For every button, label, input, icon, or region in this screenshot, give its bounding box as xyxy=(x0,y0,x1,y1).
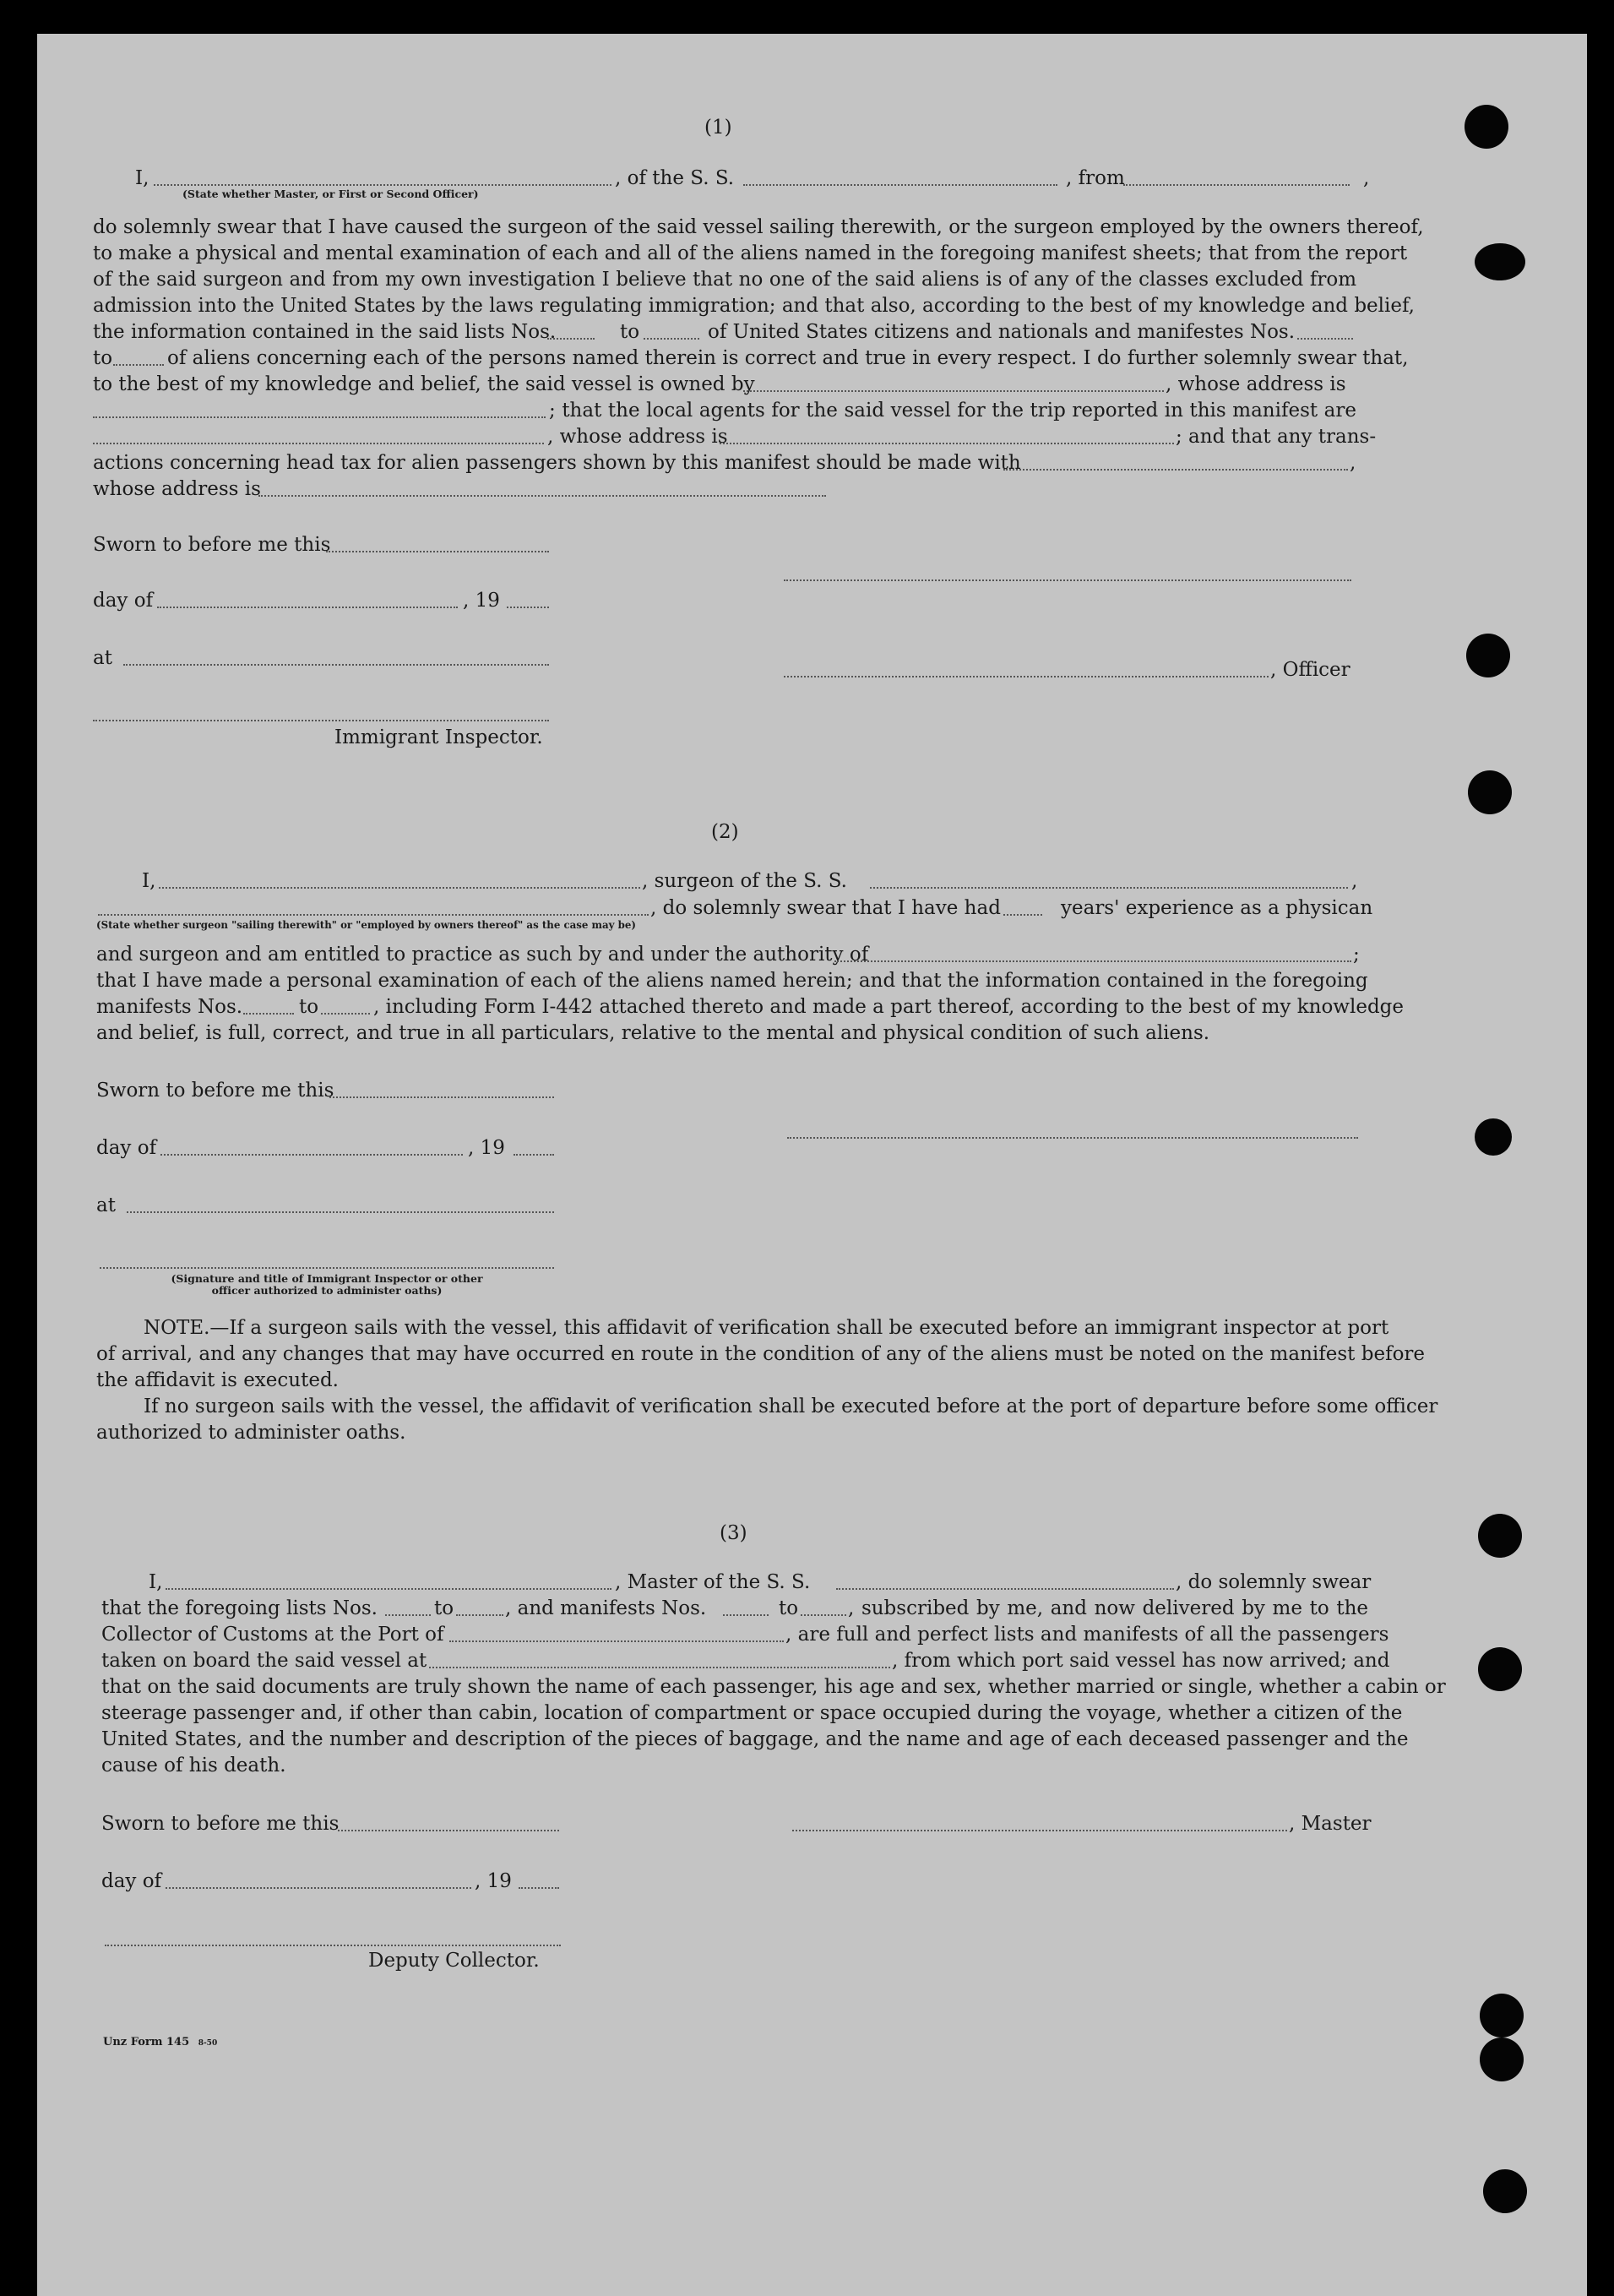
s3-lists-to-label: to xyxy=(434,1597,454,1619)
s1-agents-label: ; that the local agents for the said vessel for the trip reported in this manifest are xyxy=(549,400,1356,422)
s3-lists-from-field[interactable] xyxy=(385,1614,431,1616)
s2-surgeon-status-field[interactable] xyxy=(98,914,649,916)
s2-surgeon-of-label: , surgeon of the S. S. xyxy=(642,870,847,892)
s2-authority-label: and surgeon and am entitled to practice as such by and under the authority of xyxy=(96,944,869,966)
s3-day-label: day of xyxy=(101,1870,162,1892)
s2-surgeon-note: (State whether surgeon "sailing therewith" or "employed by owners thereof" as the case may be) xyxy=(96,919,636,931)
s2-note2-line-2: authorized to administer oaths. xyxy=(96,1422,406,1444)
s1-trans-label: ; and that any trans- xyxy=(1176,426,1377,448)
s1-officer-note: (State whether Master, or First or Second Officer) xyxy=(182,188,479,200)
s1-day-label: day of xyxy=(93,590,154,612)
s1-line-4: to make a physical and mental examination of each and all of the aliens named in the foregoing manifest sheets; that from the report xyxy=(93,242,1408,264)
s3-year-label: , 19 xyxy=(475,1870,512,1892)
s2-line-4: that I have made a personal examination of each of the aliens named herein; and that the information contained in the foregoing xyxy=(96,970,1368,992)
s3-master-sign-field[interactable] xyxy=(792,1830,1287,1831)
s2-at-label: at xyxy=(96,1194,116,1216)
s1-from-field[interactable] xyxy=(1123,184,1350,186)
s1-agents-field[interactable] xyxy=(93,443,544,444)
s3-year-field[interactable] xyxy=(519,1887,559,1889)
s3-subscribed-label: , subscribed by me, and now delivered by me to the xyxy=(848,1597,1368,1619)
s1-manifests-to-field[interactable] xyxy=(113,364,164,366)
s3-collector-field[interactable] xyxy=(105,1945,561,1946)
s2-line-6: and belief, is full, correct, and true in all particulars, relative to the mental and physical condition of such aliens. xyxy=(96,1022,1210,1044)
punch-hole xyxy=(1478,1647,1522,1691)
s2-experience-label: years' experience as a physican xyxy=(1061,897,1373,919)
s1-ship-field[interactable] xyxy=(743,184,1057,186)
s2-year-field[interactable] xyxy=(514,1154,554,1156)
s3-line-7: United States, and the number and description of the pieces of baggage, and the name and age of each deceased passenger and the xyxy=(101,1728,1409,1750)
s3-manifests-to-label: to xyxy=(779,1597,799,1619)
s3-sworn-label: Sworn to before me this xyxy=(101,1813,340,1835)
s1-at-label: at xyxy=(93,647,112,669)
s3-lists-label: that the foregoing lists Nos. xyxy=(101,1597,378,1619)
punch-hole xyxy=(1480,2038,1524,2081)
s1-signature-field[interactable] xyxy=(784,579,1351,581)
s3-sworn-field[interactable] xyxy=(338,1830,559,1831)
section-2-number: (2) xyxy=(711,821,739,843)
s2-manifests-to-label: to xyxy=(299,996,319,1018)
s1-day-field[interactable] xyxy=(157,607,458,608)
s1-officer-label: , Officer xyxy=(1270,659,1350,681)
s1-head-tax-comma: , xyxy=(1350,452,1356,474)
s2-sig-note-2: officer authorized to administer oaths) xyxy=(211,1284,443,1297)
s3-perfect-label: , are full and perfect lists and manifests of all the passengers xyxy=(785,1624,1389,1646)
s1-line-5: of the said surgeon and from my own investigation I believe that no one of the said aliens is of any of the classes excluded from xyxy=(93,269,1356,291)
s1-head-tax-field[interactable] xyxy=(1003,469,1348,471)
s1-line-1-label-from: , from xyxy=(1066,167,1125,189)
s3-line-5: that on the said documents are truly shown the name of each passenger, his age and sex, whether married or single, whether a cabin or xyxy=(101,1676,1446,1698)
s2-day-field[interactable] xyxy=(160,1154,463,1156)
s1-manifests-label: of United States citizens and nationals and manifestes Nos. xyxy=(708,321,1296,343)
punch-hole xyxy=(1466,634,1510,677)
punch-hole xyxy=(1465,105,1508,149)
s1-year-field[interactable] xyxy=(507,607,549,608)
s1-line-1-comma: , xyxy=(1363,167,1370,189)
form-number xyxy=(103,2036,217,2048)
section-1-number: (1) xyxy=(704,117,732,139)
s2-manifests-label: manifests Nos. xyxy=(96,996,243,1018)
s2-year-label: , 19 xyxy=(468,1137,505,1159)
s2-day-label: day of xyxy=(96,1137,157,1159)
s1-owner-field[interactable] xyxy=(743,390,1164,392)
s2-note2-line-1: If no surgeon sails with the vessel, the affidavit of verification shall be executed before at the port of departure before some officer xyxy=(144,1396,1438,1417)
s3-master-name-field[interactable] xyxy=(166,1588,611,1590)
punch-hole xyxy=(1468,770,1512,814)
s3-line-8: cause of his death. xyxy=(101,1755,286,1776)
s1-officer-sign-field[interactable] xyxy=(784,676,1269,677)
s2-inspector-field[interactable] xyxy=(100,1267,554,1269)
punch-hole xyxy=(1475,1118,1512,1156)
s3-line-6: steerage passenger and, if other than cabin, location of compartment or space occupied during the voyage, whether a citizen of the xyxy=(101,1702,1403,1724)
s3-day-field[interactable] xyxy=(166,1887,471,1889)
s1-agents-address-label: , whose address is xyxy=(547,426,728,448)
s2-authority-semicolon: ; xyxy=(1353,944,1360,966)
s2-line-1-label-i: I, xyxy=(142,870,156,892)
s3-master-of-label: , Master of the S. S. xyxy=(615,1571,811,1593)
s3-lists-to-field[interactable] xyxy=(456,1614,503,1616)
punch-hole xyxy=(1483,2169,1527,2213)
s3-swear-label: , do solemnly swear xyxy=(1176,1571,1372,1593)
s3-arrived-label: , from which port said vessel has now arrived; and xyxy=(892,1650,1390,1672)
s1-lists-to-field[interactable] xyxy=(644,338,699,340)
s3-taken-label: taken on board the said vessel at xyxy=(101,1650,427,1672)
s2-sworn-field[interactable] xyxy=(329,1096,554,1098)
s2-manifests-from-field[interactable] xyxy=(243,1013,294,1015)
s2-surgeon-name-field[interactable] xyxy=(159,887,640,889)
s1-owner-label: to the best of my knowledge and belief, the said vessel is owned by xyxy=(93,373,755,395)
s3-port-label: Collector of Customs at the Port of xyxy=(101,1624,444,1646)
s1-line-3: do solemnly swear that I have caused the surgeon of the said vessel sailing therewith, or the surgeon employed by the owners thereof, xyxy=(93,216,1424,238)
form-code-text: 8-50 xyxy=(198,2039,218,2048)
s1-whose-address-field[interactable] xyxy=(258,495,826,497)
s2-form-label: , including Form I-442 attached thereto and made a part thereof, according to the best of my knowledge xyxy=(373,996,1404,1018)
s3-line-1-label-i: I, xyxy=(149,1571,163,1593)
s2-note-end: the affidavit is executed. xyxy=(96,1369,339,1391)
s2-swear-label: , do solemnly swear that I have had xyxy=(650,897,1001,919)
s3-manifests-label: , and manifests Nos. xyxy=(505,1597,707,1619)
s3-taken-field[interactable] xyxy=(429,1667,890,1668)
s1-at-field[interactable] xyxy=(123,664,549,666)
s1-sworn-label: Sworn to before me this xyxy=(93,534,331,556)
s3-master-label: , Master xyxy=(1289,1813,1372,1835)
punch-hole xyxy=(1480,1994,1524,2038)
s1-line-8-text: of aliens concerning each of the persons named therein is correct and true in every respect. I do further solemnly swear that, xyxy=(167,347,1409,369)
s1-inspector-label: Immigrant Inspector. xyxy=(334,726,543,748)
s2-sworn-label: Sworn to before me this xyxy=(96,1080,334,1102)
s1-lists-from-field[interactable] xyxy=(547,338,595,340)
s1-agents-address-field[interactable] xyxy=(720,443,1174,444)
s3-manifests-from-field[interactable] xyxy=(723,1614,769,1616)
punch-hole xyxy=(1478,1514,1522,1558)
s2-signature-field[interactable] xyxy=(787,1137,1358,1139)
s2-at-field[interactable] xyxy=(127,1211,554,1213)
s1-manifests-from-field[interactable] xyxy=(1297,338,1353,340)
s3-ship-field[interactable] xyxy=(836,1588,1174,1590)
s1-lists-label: the information contained in the said lists Nos. xyxy=(93,321,557,343)
s3-manifests-to-field[interactable] xyxy=(801,1614,846,1616)
s1-head-tax-label: actions concerning head tax for alien passengers shown by this manifest should be made with xyxy=(93,452,1021,474)
s2-authority-field[interactable] xyxy=(834,960,1351,962)
s2-note-line-2: of arrival, and any changes that may have occurred en route in the condition of any of the aliens must be noted on the manifest before xyxy=(96,1343,1426,1365)
s2-note-line-1: NOTE.—If a surgeon sails with the vessel, this affidavit of verification shall be executed before an immigrant inspector at port xyxy=(144,1317,1389,1339)
s3-collector-label: Deputy Collector. xyxy=(368,1950,540,1972)
section-3-number: (3) xyxy=(720,1522,747,1544)
s2-ship-field[interactable] xyxy=(870,887,1348,889)
s1-line-1-label-i: I, xyxy=(135,167,149,189)
s2-line-1-comma: , xyxy=(1351,870,1358,892)
s1-lists-to-label: to xyxy=(620,321,640,343)
s2-manifests-to-field[interactable] xyxy=(321,1013,370,1015)
s2-years-field[interactable] xyxy=(1003,914,1042,916)
form-number-text: Unz Form 145 xyxy=(103,2036,190,2048)
s1-line-6: admission into the United States by the laws regulating immigration; and that also, according to the best of my knowledge and belief, xyxy=(93,295,1415,317)
s1-line-8-to: to xyxy=(93,347,113,369)
punch-hole xyxy=(1475,243,1525,280)
s3-port-field[interactable] xyxy=(449,1640,784,1642)
s1-officer-field[interactable] xyxy=(154,184,611,186)
s1-owner-address-field[interactable] xyxy=(93,416,546,418)
s2-sig-note-1: (Signature and title of Immigrant Inspector or other xyxy=(171,1272,483,1285)
s1-owner-address-label: , whose address is xyxy=(1166,373,1346,395)
s1-inspector-field[interactable] xyxy=(93,720,549,721)
s1-year-label: , 19 xyxy=(463,590,500,612)
s1-whose-address-label: whose address is xyxy=(93,478,261,500)
s1-sworn-field[interactable] xyxy=(326,551,549,552)
s1-line-1-label-ship: , of the S. S. xyxy=(615,167,735,189)
